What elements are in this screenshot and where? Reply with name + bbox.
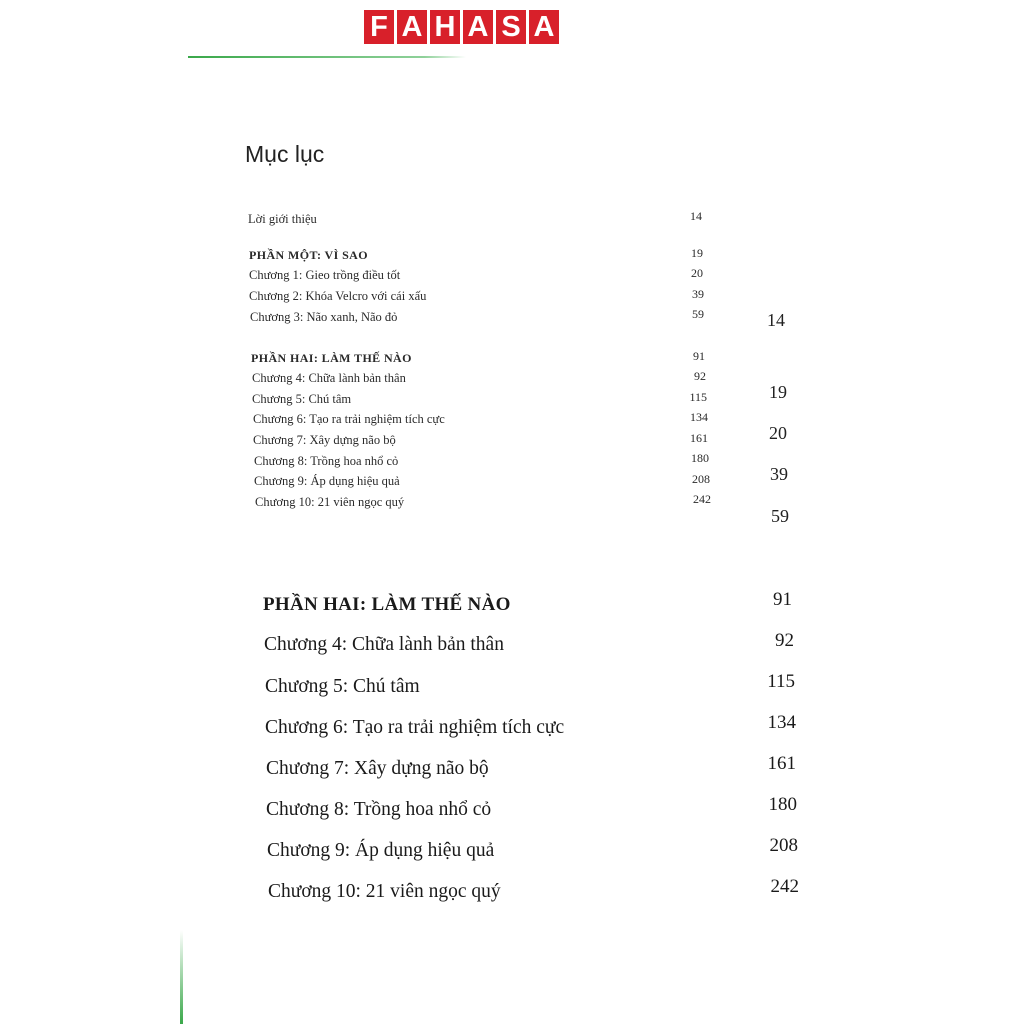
toc-chapter-page: 180 [691,451,709,465]
side-page-number: 39 [770,464,788,484]
toc-large-chapter-page: 208 [769,835,798,856]
toc-part2-label: PHẦN HAI: LÀM THẾ NÀO [251,351,412,365]
page-edge-accent [180,930,183,1024]
toc-chapter-label: Chương 2: Khóa Velcro với cái xấu [249,289,427,303]
side-page-number: 19 [769,382,787,402]
side-page-number: 20 [769,423,787,443]
toc-chapter-label: Chương 6: Tạo ra trải nghiệm tích cực [253,412,445,426]
toc-chapter-page: 208 [692,472,710,486]
toc-chapter-page: 115 [689,390,707,404]
toc-large-chapter-page: 242 [770,876,799,897]
toc-chapter-page: 92 [694,369,706,383]
side-page-number: 59 [771,506,789,526]
toc-large-chapter-label: Chương 8: Trồng hoa nhổ cỏ [266,799,492,820]
logo-letter: A [529,10,559,44]
logo-letter: H [430,10,460,44]
toc-large-chapter-label: Chương 9: Áp dụng hiệu quả [267,840,495,861]
logo-letter: A [463,10,493,44]
logo-letter: S [496,10,526,44]
toc-large-chapter-label: Chương 6: Tạo ra trải nghiệm tích cực [265,717,565,738]
toc-large-chapter-page: 180 [768,794,797,815]
toc-chapter-label: Chương 9: Áp dụng hiệu quả [254,474,400,488]
toc-chapter-page: 39 [692,287,704,301]
toc-intro-page: 14 [690,209,702,223]
toc-large-part2-page: 91 [773,589,792,610]
toc-large-chapter-page: 161 [767,753,796,774]
toc-chapter-page: 59 [692,307,704,321]
toc-large-part2-label: PHẦN HAI: LÀM THẾ NÀO [263,594,511,615]
toc-large-chapter-page: 115 [767,671,795,692]
page-title: Mục lục [245,141,325,167]
toc-chapter-label: Chương 5: Chú tâm [252,392,352,406]
toc-chapter-page: 20 [691,266,703,280]
toc-part2-page: 91 [693,349,705,363]
logo-letter: A [397,10,427,44]
toc-part1-page: 19 [691,246,703,260]
side-page-number: 14 [767,310,785,330]
toc-large-chapter-label: Chương 7: Xây dựng não bộ [266,758,489,779]
toc-part1-label: PHẦN MỘT: VÌ SAO [249,248,368,262]
toc-chapter-label: Chương 7: Xây dựng não bộ [253,433,396,447]
toc-chapter-page: 242 [693,492,711,506]
toc-chapter-label: Chương 1: Gieo trồng điều tốt [249,268,401,282]
toc-chapter-label: Chương 10: 21 viên ngọc quý [255,495,405,509]
toc-chapter-label: Chương 3: Não xanh, Não đỏ [250,310,398,324]
toc-large-chapter-label: Chương 10: 21 viên ngọc quý [268,881,501,902]
toc-chapter-page: 134 [690,410,708,424]
toc-large-chapter-page: 92 [775,630,794,651]
fahasa-logo [364,10,559,44]
toc-large-chapter-label: Chương 5: Chú tâm [265,676,420,697]
toc-chapter-label: Chương 8: Trồng hoa nhổ cỏ [254,454,399,468]
toc-chapter-label: Chương 4: Chữa lành bản thân [252,371,406,385]
toc-large-chapter-page: 134 [767,712,796,733]
toc-intro-label: Lời giới thiệu [248,212,317,226]
header-divider [188,56,466,58]
toc-chapter-page: 161 [690,431,708,445]
logo-letter: F [364,10,394,44]
toc-large-chapter-label: Chương 4: Chữa lành bản thân [264,634,504,655]
